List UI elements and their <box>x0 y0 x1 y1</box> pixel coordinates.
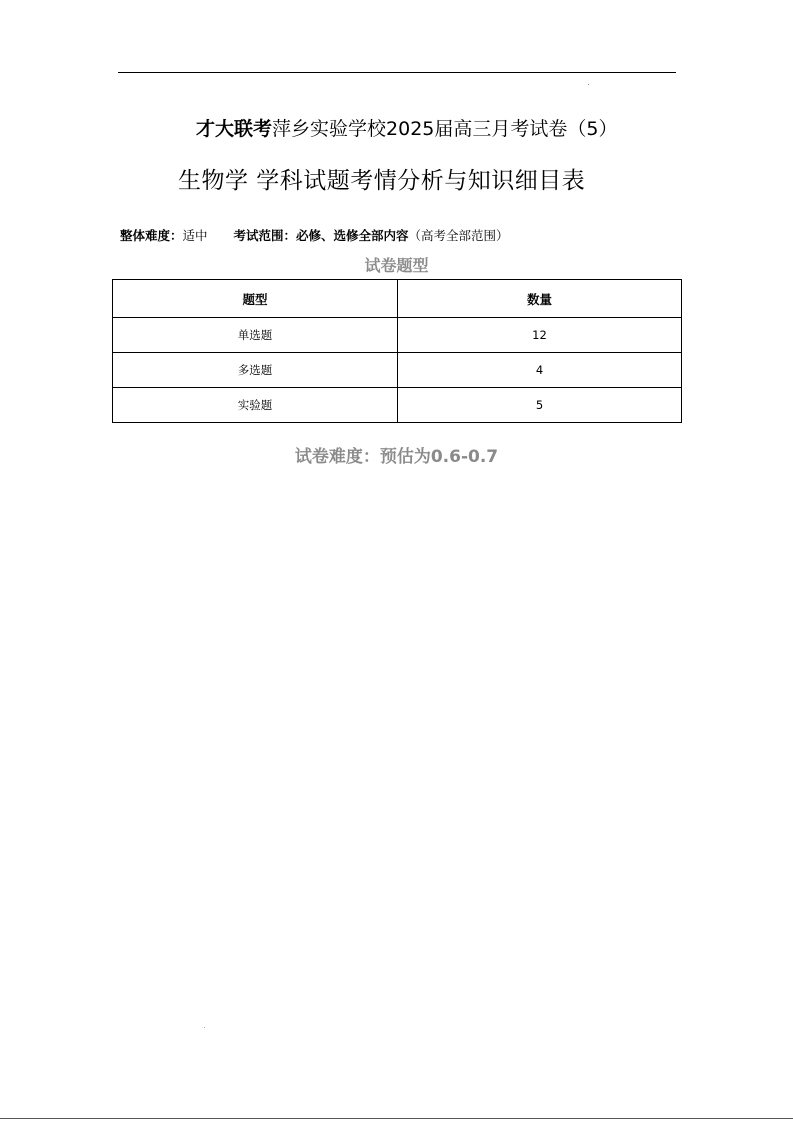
exam-title-brand: 才大联考 <box>196 118 273 140</box>
difficulty-value: 适中 <box>182 228 208 243</box>
difficulty-label: 整体难度： <box>120 228 183 243</box>
table-row <box>113 318 682 353</box>
page-edge-rule <box>0 1118 793 1119</box>
exam-meta <box>120 228 509 244</box>
table-row <box>113 353 682 388</box>
question-type-cell: 实验题 <box>113 388 398 423</box>
question-type-cell: 单选题 <box>113 318 398 353</box>
dot-mark <box>588 84 589 85</box>
question-types-table <box>112 279 682 423</box>
question-types-heading: 试卷题型 <box>364 256 429 275</box>
table-row <box>113 388 682 423</box>
header-rule <box>118 72 676 73</box>
question-count-cell: 12 <box>398 318 682 353</box>
question-type-cell: 多选题 <box>113 353 398 388</box>
exam-title-text: 萍乡实验学校2025届高三月考试卷（5） <box>272 118 618 140</box>
question-count-cell: 5 <box>398 388 682 423</box>
difficulty-estimate: 试卷难度：预估为0.6-0.7 <box>294 447 499 467</box>
scope-value: （高考全部范围） <box>408 228 509 243</box>
scope-label: 考试范围：必修、选修全部内容 <box>233 228 409 243</box>
dot-mark <box>204 1027 205 1028</box>
subject-title: 生物学 学科试题考情分析与知识细目表 <box>178 168 586 194</box>
column-header-type: 题型 <box>113 280 398 318</box>
column-header-count: 数量 <box>398 280 682 318</box>
table-header-row <box>113 280 682 318</box>
exam-title <box>196 116 617 142</box>
question-count-cell: 4 <box>398 353 682 388</box>
